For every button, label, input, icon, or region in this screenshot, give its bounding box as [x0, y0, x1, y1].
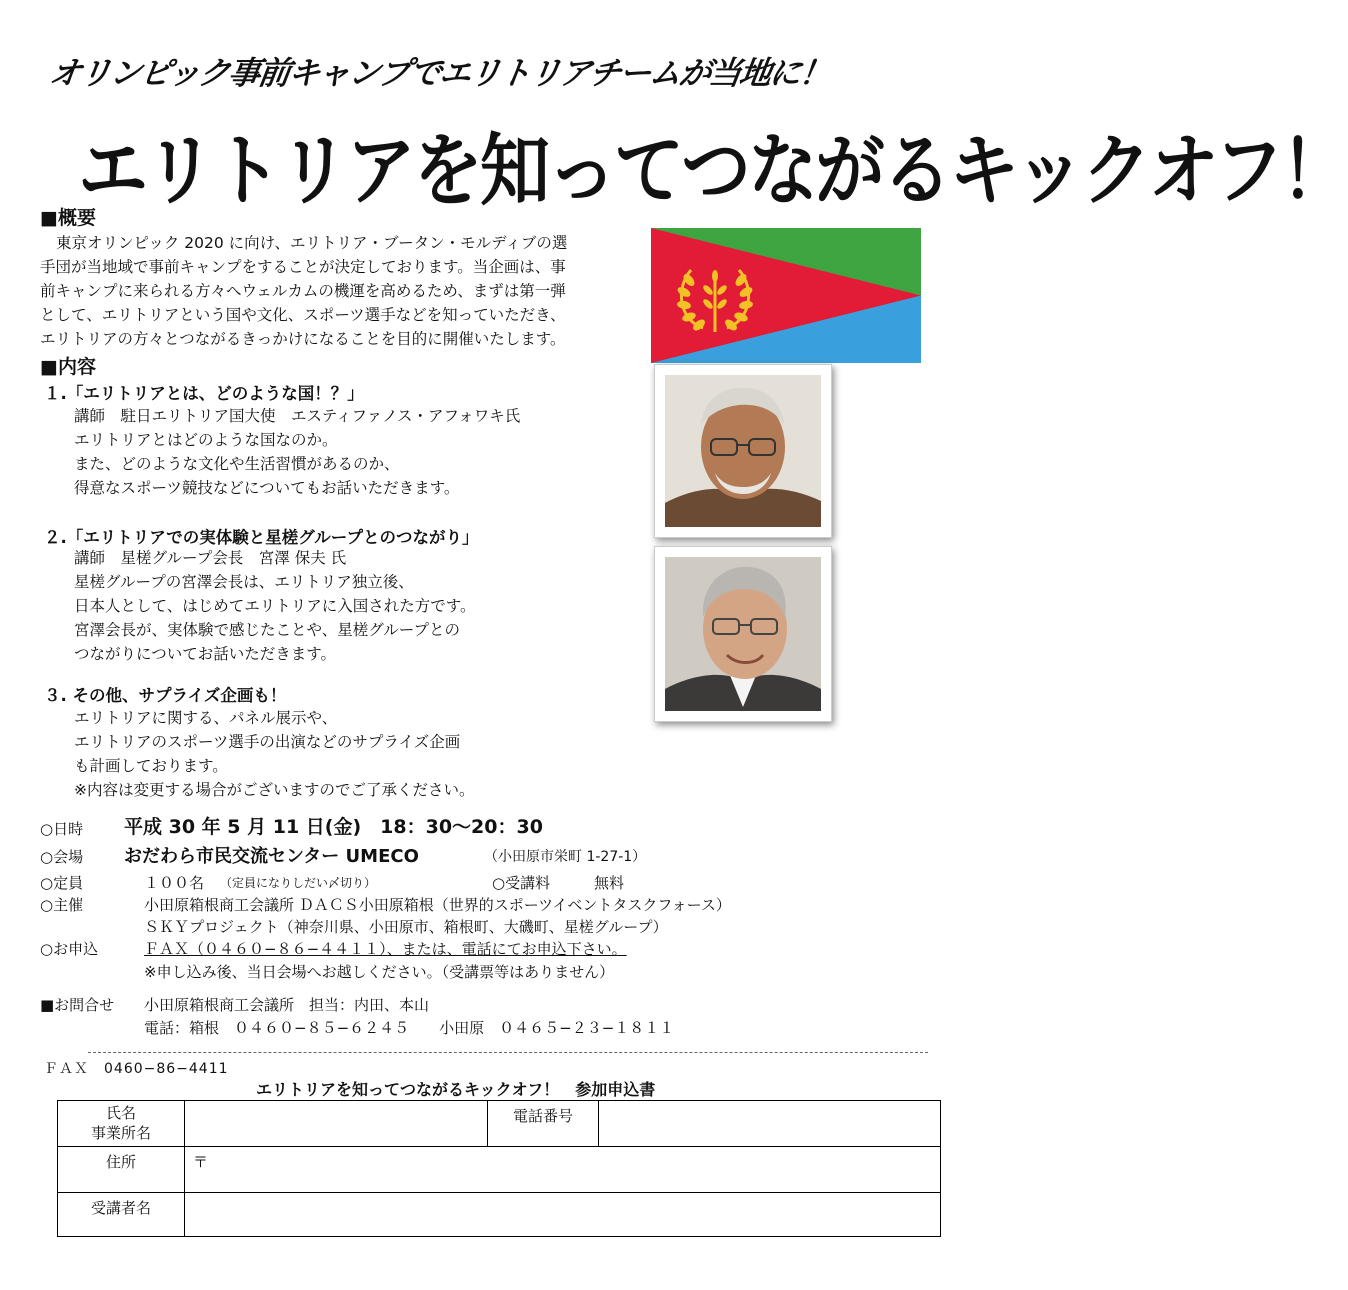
capacity-value: １００名	[144, 874, 205, 892]
item-2-line: 宮澤会長が、実体験で感じたことや、星槎グループとの	[74, 621, 460, 639]
item-3-line: エリトリアに関する、パネル展示や、	[74, 709, 338, 727]
postal-mark: 〒	[193, 1153, 209, 1171]
item-3-line: エリトリアのスポーツ選手の出演などのサプライズ企画	[74, 733, 461, 751]
phone-input-field[interactable]	[599, 1101, 941, 1147]
overview-text	[40, 231, 650, 351]
form-title: エリトリアを知ってつながるキックオフ！ 参加申込書	[256, 1080, 656, 1099]
company-label: 事業所名	[90, 1124, 151, 1142]
host-line-2: ＳＫＹプロジェクト（神奈川県、小田原市、箱根町、大磯町、星槎グループ）	[144, 918, 668, 936]
overview-heading: ■概要	[40, 207, 96, 229]
name-input-field[interactable]	[185, 1101, 488, 1147]
address-input-field[interactable]	[185, 1147, 941, 1193]
attendee-label: 受講者名	[58, 1193, 185, 1237]
item-3-line: も計画しております。	[74, 757, 228, 775]
venue-value: おだわら市民交流センター UMECO	[124, 846, 419, 867]
contact-line-2: 電話：箱根 ０４６０−８５−６２４５ 小田原 ０４６５−２３−１８１１	[144, 1019, 675, 1037]
item-3-text	[74, 706, 475, 802]
item-3-title: ３. その他、サプライズ企画も！	[44, 686, 287, 705]
speaker-2-photo	[654, 546, 832, 722]
phone-label: 電話番号	[488, 1101, 599, 1147]
date-label: ○日時	[40, 820, 84, 838]
speaker-1-portrait-image	[665, 375, 821, 527]
attendee-input-field[interactable]	[185, 1193, 941, 1237]
item-2-line: 日本人として、はじめてエリトリアに入国された方です。	[74, 597, 476, 615]
speaker-1-photo	[654, 364, 832, 538]
item-2-title: ２.「エリトリアでの実体験と星槎グループとのつながり」	[44, 528, 479, 547]
capacity-label: ○定員	[40, 874, 84, 892]
overview-line: エリトリアの方々とつながるきっかけになることを目的に開催いたします。	[40, 330, 566, 348]
item-1-line: 講師 駐日エリトリア国大使 エスティファノス・アフォワキ氏	[74, 407, 521, 425]
contact-label: ■お問合せ	[40, 996, 115, 1014]
fee-label: ○受講料	[492, 874, 551, 892]
capacity-note: （定員になりしだい〆切り）	[220, 876, 377, 890]
overview-line: として、エリトリアという国や文化、スポーツ選手などを知っていただき、	[40, 306, 566, 324]
contact-line-1: 小田原箱根商工会議所 担当：内田、本山	[144, 996, 430, 1014]
name-label: 氏名	[105, 1104, 136, 1122]
eritrea-flag-image	[651, 228, 921, 363]
cut-line	[88, 1052, 928, 1053]
event-title: エリトリアを知ってつながるキックオフ！	[78, 124, 1348, 217]
item-1-line: 得意なスポーツ競技などについてもお話いただきます。	[74, 479, 460, 497]
item-1-line: エリトリアとはどのような国なのか。	[74, 431, 338, 449]
apply-label: ○お申込	[40, 940, 99, 958]
apply-line-2: ※申し込み後、当日会場へお越しください。（受講票等はありません）	[144, 963, 615, 981]
application-form-table	[57, 1100, 941, 1237]
speaker-2-portrait-image	[665, 557, 821, 711]
form-fax: ＦＡＸ 0460−86−4411	[44, 1061, 229, 1077]
content-heading: ■内容	[40, 356, 96, 378]
item-1-line: また、どのような文化や生活習慣があるのか、	[74, 455, 400, 473]
host-line-1: 小田原箱根商工会議所 ＤＡＣＳ小田原箱根（世界的スポーツイベントタスクフォース）	[144, 896, 731, 914]
apply-line-1: ＦＡＸ（０４６０−８６−４４１１）、または、電話にてお申込下さい。	[144, 940, 627, 958]
address-label: 住所	[58, 1147, 185, 1193]
name-label-cell	[58, 1101, 185, 1147]
overview-line: 東京オリンピック 2020 に向け、エリトリア・ブータン・モルディブの選	[56, 234, 568, 252]
item-1-title: １.「エリトリアとは、どのような国！？」	[44, 384, 364, 403]
date-value: 平成 30 年 5 月 11 日(金) 18：30～20：30	[124, 816, 543, 838]
overview-line: 前キャンプに来られる方々へウェルカムの機運を高めるため、まずは第一弾	[40, 282, 566, 300]
item-2-line: 講師 星槎グループ会長 宮澤 保夫 氏	[74, 549, 347, 567]
item-2-line: つながりについてお話いただきます。	[74, 645, 336, 663]
venue-label: ○会場	[40, 848, 84, 866]
item-2-line: 星槎グループの宮澤会長は、エリトリア独立後、	[74, 573, 414, 591]
event-subtitle: オリンピック事前キャンプでエリトリアチームが当地に！	[47, 54, 833, 92]
item-3-line: ※内容は変更する場合がございますのでご了承ください。	[74, 781, 475, 799]
item-2-text	[74, 546, 475, 666]
item-1-text	[74, 404, 520, 500]
overview-line: 手団が当地域で事前キャンプをすることが決定しております。当企画は、事	[40, 258, 566, 276]
host-label: ○主催	[40, 896, 84, 914]
venue-address: （小田原市栄町 1-27-1）	[484, 849, 647, 865]
fee-value: 無料	[594, 874, 625, 892]
